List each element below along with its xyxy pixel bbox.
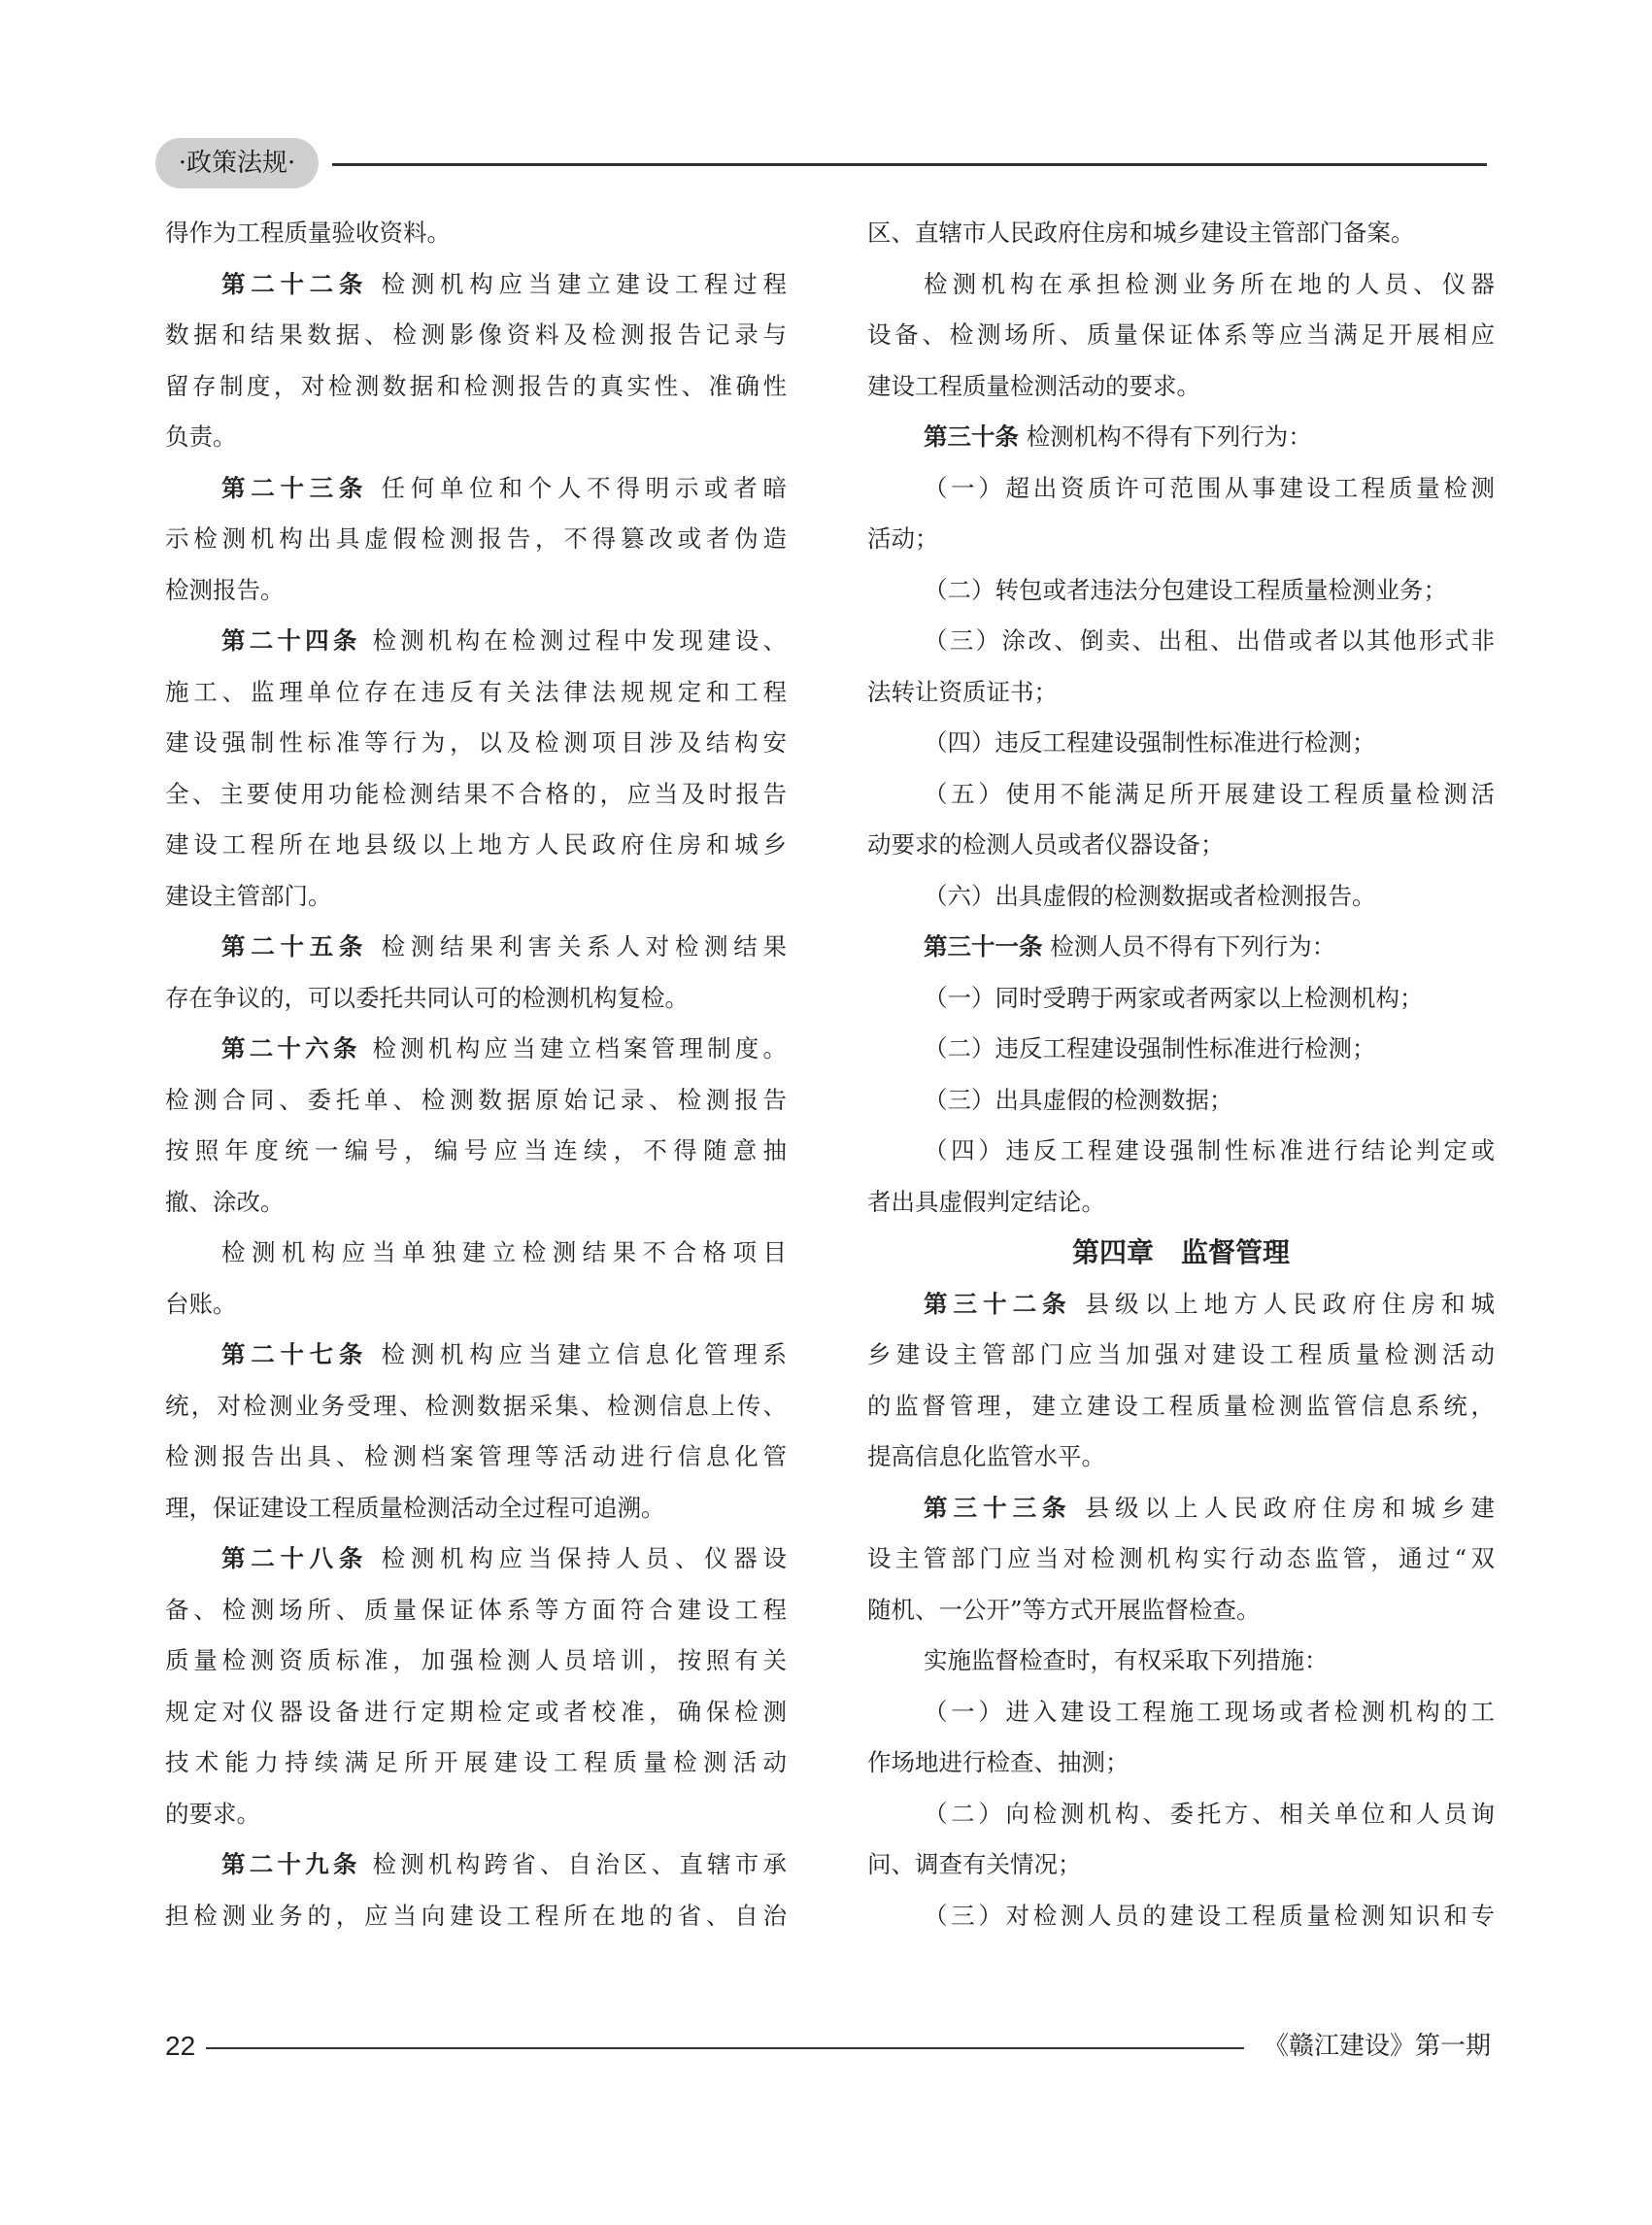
text-line: （四）违反工程建设强制性标准进行检测； bbox=[924, 728, 1376, 757]
text-line: 负责。 bbox=[165, 422, 237, 451]
page-number: 22 bbox=[165, 2031, 196, 2061]
text-line: 实施监督检查时，有权采取下列措施： bbox=[924, 1646, 1329, 1674]
text-line: 检测报告出具、检测档案管理等活动进行信息化管 bbox=[165, 1442, 787, 1470]
text-line: 随机、一公开”等方式开展监督检查。 bbox=[867, 1595, 1261, 1624]
text-line: 的监督管理，建立建设工程质量检测监管信息系统， bbox=[867, 1391, 1495, 1420]
article-text: 检测机构应当建立信息化管理系 bbox=[368, 1340, 787, 1368]
text-line: 法转让资质证书； bbox=[867, 677, 1058, 706]
text-line bbox=[165, 463, 787, 515]
text-line: 质量检测资质标准，加强检测人员培训，按照有关 bbox=[165, 1646, 787, 1674]
text-line: 的要求。 bbox=[165, 1799, 260, 1828]
text-line: 乡建设主管部门应当加强对建设工程质量检测活动 bbox=[867, 1340, 1495, 1368]
text-line: （五）使用不能满足所开展建设工程质量检测活 bbox=[924, 779, 1495, 808]
text-line: （六）出具虚假的检测数据或者检测报告。 bbox=[924, 881, 1376, 910]
text-line: （一）进入建设工程施工现场或者检测机构的工 bbox=[924, 1697, 1495, 1726]
text-line bbox=[165, 1839, 787, 1891]
article-text: 检测机构在检测过程中发现建设、 bbox=[360, 626, 787, 655]
article-number: 第二十六条 bbox=[221, 1034, 361, 1062]
text-line bbox=[165, 616, 787, 667]
text-line: （一）超出资质许可范围从事建设工程质量检测 bbox=[924, 473, 1495, 502]
section-tag: ·政策法规· bbox=[155, 138, 319, 188]
text-line: （二）向检测机构、委托方、相关单位和人员询 bbox=[924, 1799, 1495, 1828]
article-text: 县级以上地方人民政府住房和城 bbox=[1071, 1289, 1495, 1318]
text-line: 台账。 bbox=[165, 1289, 237, 1318]
text-line: 检测合同、委托单、检测数据原始记录、检测报告 bbox=[165, 1085, 787, 1114]
article-text: 检测机构应当建立建设工程过程 bbox=[368, 269, 787, 298]
text-line: 检测机构在承担检测业务所在地的人员、仪器 bbox=[924, 269, 1495, 298]
text-line bbox=[867, 922, 1495, 973]
text-line: 按照年度统一编号，编号应当连续，不得随意抽 bbox=[165, 1136, 787, 1164]
text-line: （二）转包或者违法分包建设工程质量检测业务； bbox=[924, 575, 1447, 604]
text-line bbox=[165, 1024, 787, 1075]
text-line bbox=[165, 1330, 787, 1381]
left-column bbox=[165, 208, 787, 1941]
text-line: 全、主要使用功能检测结果不合格的，应当及时报告 bbox=[165, 779, 787, 808]
text-line: 问、调查有关情况； bbox=[867, 1850, 1082, 1878]
text-line: 技术能力持续满足所开展建设工程质量检测活动 bbox=[165, 1748, 787, 1776]
text-line: （三）涂改、倒卖、出租、出借或者以其他形式非 bbox=[924, 626, 1495, 655]
text-line bbox=[867, 1279, 1495, 1331]
article-number: 第二十七条 bbox=[221, 1340, 369, 1368]
article-number: 第三十条 bbox=[924, 422, 1019, 451]
text-line: 设主管部门应当对检测机构实行动态监管，通过“双 bbox=[867, 1544, 1495, 1572]
text-line: 者出具虚假判定结论。 bbox=[867, 1187, 1105, 1216]
text-line: 备、检测场所、质量保证体系等方面符合建设工程 bbox=[165, 1595, 787, 1624]
text-line: （二）违反工程建设强制性标准进行检测； bbox=[924, 1034, 1376, 1062]
text-line: （三）出具虚假的检测数据； bbox=[924, 1085, 1233, 1114]
text-line: （一）同时受聘于两家或者两家以上检测机构； bbox=[924, 983, 1424, 1012]
article-text: 检测机构应当建立档案管理制度。 bbox=[360, 1034, 787, 1062]
article-text: 检测结果利害关系人对检测结果 bbox=[368, 932, 787, 961]
article-text: 检测机构不得有下列行为： bbox=[1019, 422, 1312, 451]
text-line: 得作为工程质量验收资料。 bbox=[165, 219, 451, 247]
text-line bbox=[165, 259, 787, 311]
text-line: 建设强制性标准等行为，以及检测项目涉及结构安 bbox=[165, 728, 787, 757]
text-line bbox=[867, 1483, 1495, 1534]
right-column bbox=[867, 208, 1495, 1941]
text-line: 作场地进行检查、抽测； bbox=[867, 1748, 1129, 1776]
text-line: 建设主管部门。 bbox=[165, 881, 332, 910]
chapter-heading: 第四章 监督管理 bbox=[1071, 1236, 1290, 1268]
article-number: 第二十三条 bbox=[221, 473, 369, 502]
text-line: （三）对检测人员的建设工程质量检测知识和专 bbox=[924, 1901, 1495, 1930]
text-line: 理，保证建设工程质量检测活动全过程可追溯。 bbox=[165, 1493, 665, 1522]
text-line: 统，对检测业务受理、检测数据采集、检测信息上传、 bbox=[165, 1391, 787, 1420]
article-number: 第二十二条 bbox=[221, 269, 369, 298]
text-line: 动要求的检测人员或者仪器设备； bbox=[867, 830, 1225, 859]
article-text: 县级以上人民政府住房和城乡建 bbox=[1071, 1493, 1495, 1522]
text-line: 数据和结果数据、检测影像资料及检测报告记录与 bbox=[165, 320, 787, 349]
article-text: 检测人员不得有下列行为： bbox=[1042, 932, 1336, 961]
text-line: 示检测机构出具虚假检测报告，不得篡改或者伪造 bbox=[165, 524, 787, 553]
text-line: 活动； bbox=[867, 524, 939, 553]
article-text: 检测机构跨省、自治区、直辖市承 bbox=[360, 1850, 787, 1878]
text-line: 规定对仪器设备进行定期检定或者校准，确保检测 bbox=[165, 1697, 787, 1726]
journal-name: 《赣江建设》第一期 bbox=[1263, 2032, 1491, 2061]
article-number: 第二十八条 bbox=[221, 1544, 369, 1572]
text-line: 建设工程所在地县级以上地方人民政府住房和城乡 bbox=[165, 830, 787, 859]
text-line: 施工、监理单位存在违反有关法律法规规定和工程 bbox=[165, 677, 787, 706]
text-line bbox=[867, 412, 1495, 463]
text-line: 检测机构应当单独建立检测结果不合格项目 bbox=[221, 1238, 787, 1266]
text-line: 撤、涂改。 bbox=[165, 1187, 285, 1216]
header-rule bbox=[332, 163, 1487, 166]
text-line bbox=[165, 1534, 787, 1585]
article-number: 第三十三条 bbox=[924, 1493, 1072, 1522]
article-text: 检测机构应当保持人员、仪器设 bbox=[368, 1544, 787, 1572]
article-number: 第三十二条 bbox=[924, 1289, 1072, 1318]
article-number: 第二十四条 bbox=[221, 626, 361, 655]
article-number: 第三十一条 bbox=[924, 932, 1043, 961]
text-line: 留存制度，对检测数据和检测报告的真实性、准确性 bbox=[165, 371, 787, 400]
text-line: 设备、检测场所、质量保证体系等应当满足开展相应 bbox=[867, 320, 1495, 349]
text-line: 担检测业务的，应当向建设工程所在地的省、自治 bbox=[165, 1901, 787, 1930]
footer-rule bbox=[206, 2047, 1244, 2049]
text-line: 检测报告。 bbox=[165, 575, 285, 604]
text-line: （四）违反工程建设强制性标准进行结论判定或 bbox=[924, 1136, 1495, 1164]
article-number: 第二十五条 bbox=[221, 932, 369, 961]
article-number: 第二十九条 bbox=[221, 1850, 361, 1878]
text-line: 存在争议的，可以委托共同认可的检测机构复检。 bbox=[165, 983, 689, 1012]
text-line: 建设工程质量检测活动的要求。 bbox=[867, 371, 1200, 400]
text-line: 提高信息化监管水平。 bbox=[867, 1442, 1105, 1470]
text-line: 区、直辖市人民政府住房和城乡建设主管部门备案。 bbox=[867, 219, 1415, 247]
article-text: 任何单位和个人不得明示或者暗 bbox=[368, 473, 787, 502]
text-line bbox=[165, 922, 787, 973]
